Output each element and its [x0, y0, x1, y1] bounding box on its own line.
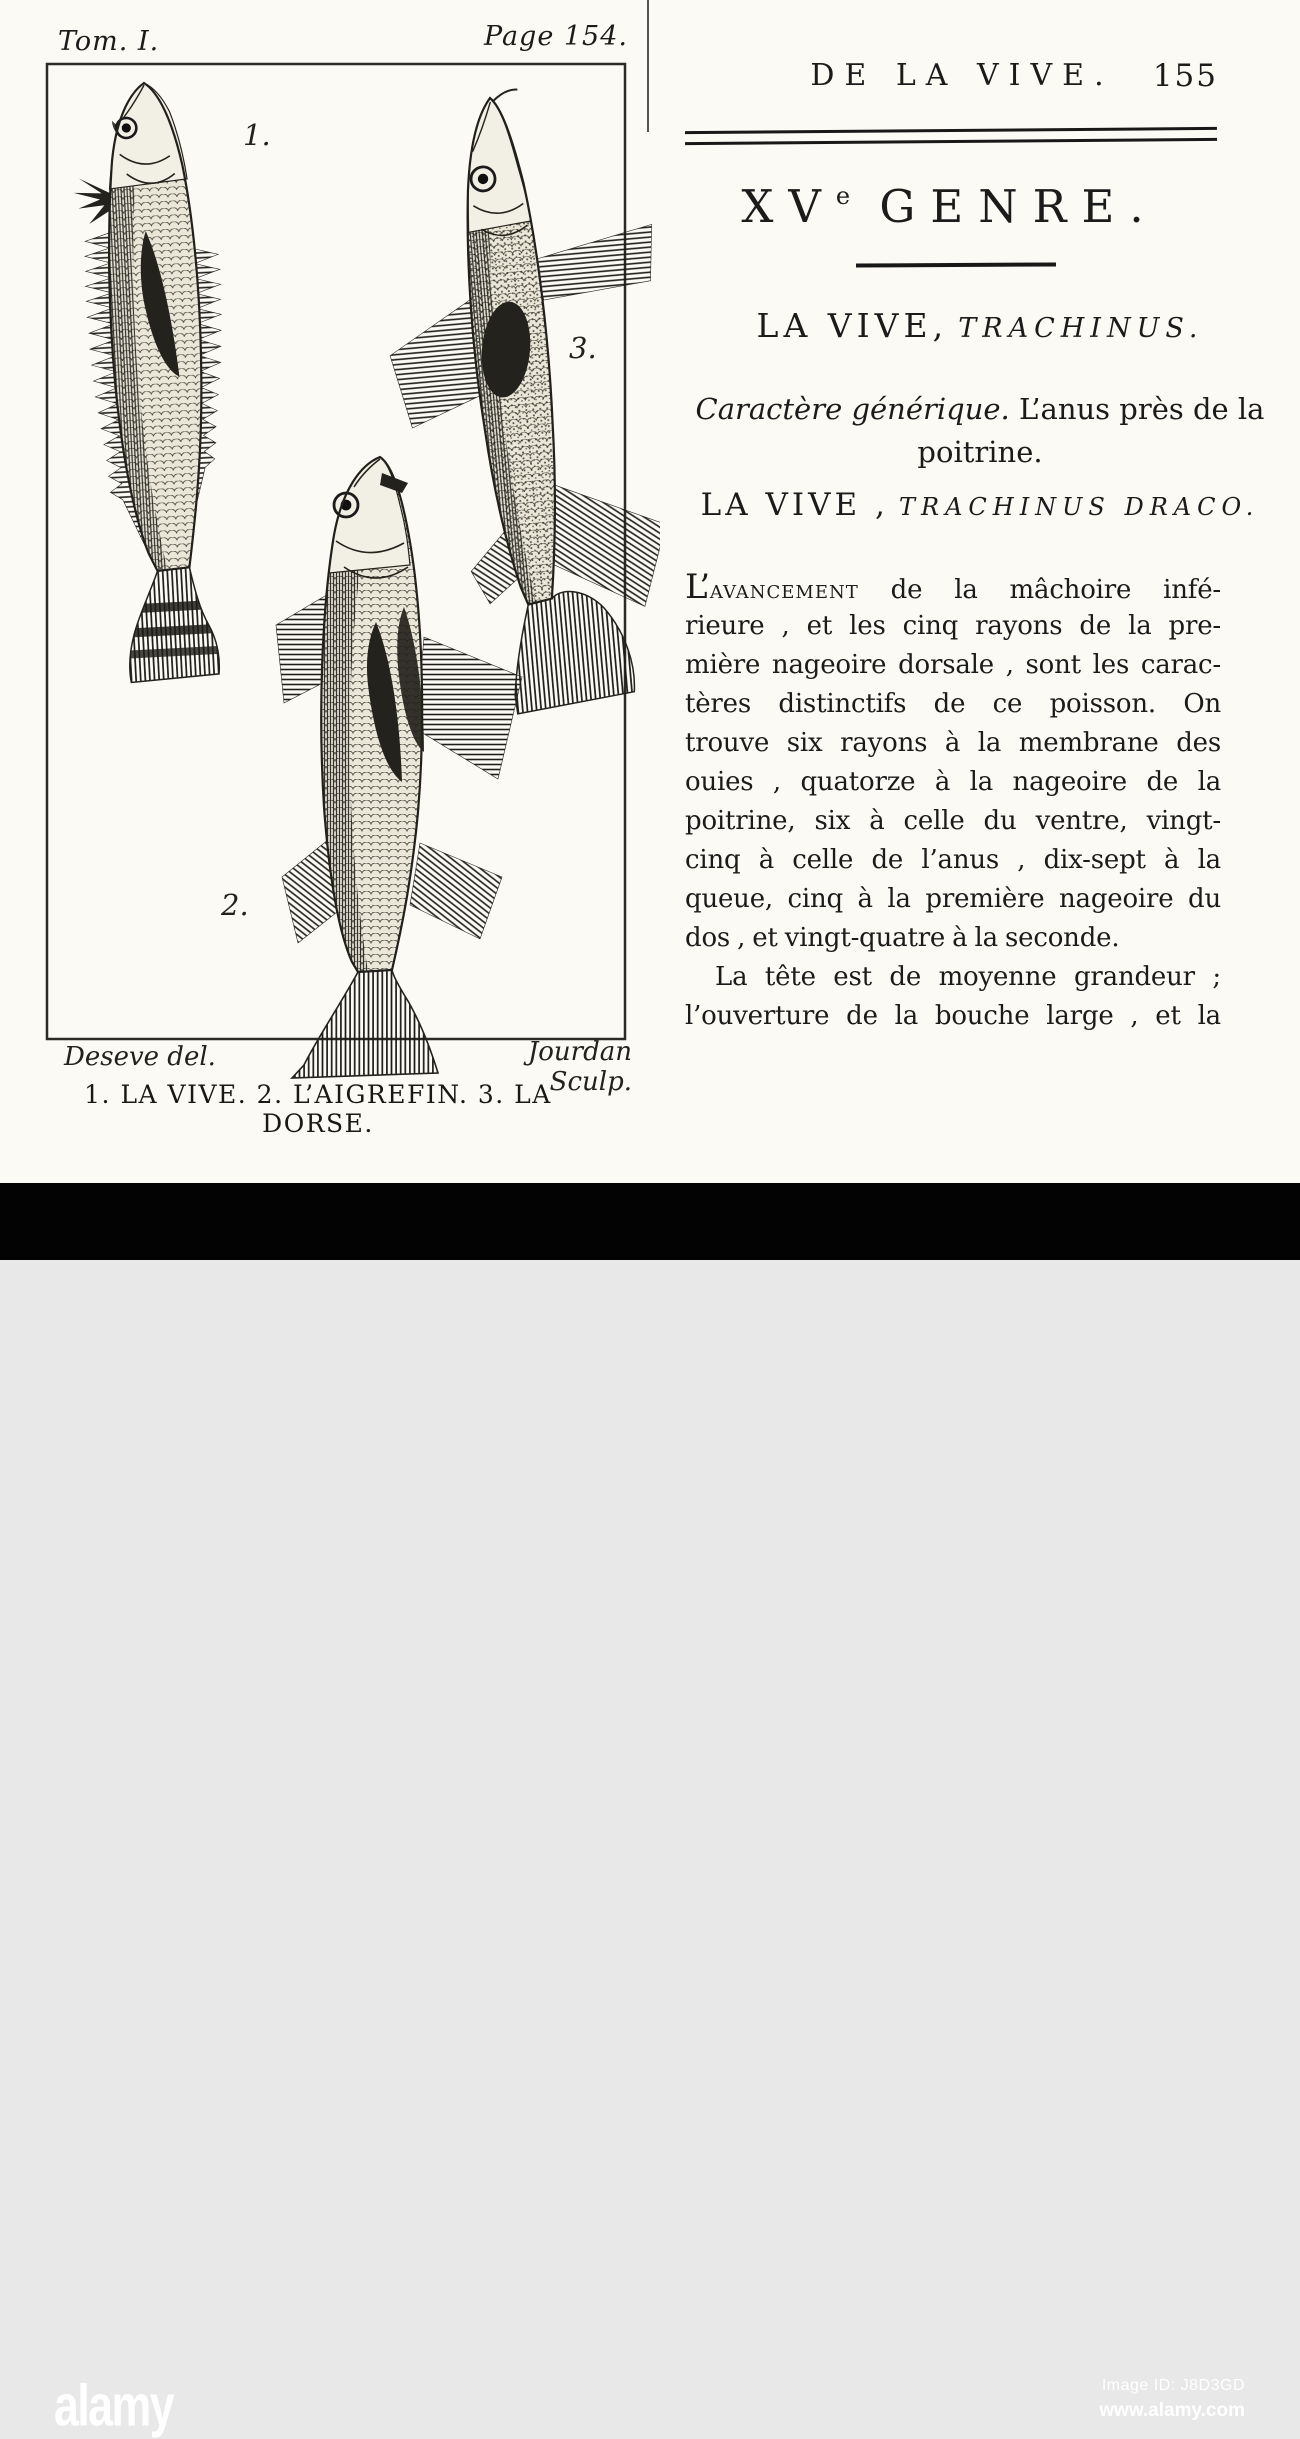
running-head: DE LA VIVE. [810, 58, 1114, 93]
generic-character-label: Caractère générique. [695, 392, 1010, 426]
species-name: LA VIVE, [756, 306, 949, 345]
figure-label-1: 1. [243, 118, 271, 152]
body-line [685, 568, 1221, 607]
short-rule [856, 262, 1056, 267]
species-subtitle-name: LA VIVE , [700, 487, 889, 523]
fish-3-barbel [491, 89, 518, 102]
genre-ordinal-sup: e [835, 182, 851, 210]
figure-label-3: 3. [569, 331, 597, 365]
species-subtitle-latin: TRACHINUS DRACO. [898, 493, 1260, 521]
watermark-bar [0, 1183, 1300, 2439]
engraving-plate [44, 60, 630, 1080]
first-line-rest: de la mâchoire infé- [858, 575, 1221, 605]
double-rule [685, 127, 1217, 145]
species-subtitle [660, 487, 1300, 523]
generic-character-text: L’anus près de la [1019, 392, 1265, 426]
generic-character-line2: poitrine. [917, 435, 1043, 469]
page-number: 155 [1152, 58, 1218, 94]
left-page [0, 0, 660, 1183]
genre-numeral: XV [741, 180, 836, 233]
body-line: queue, cinq à la première nageoire du [685, 884, 1221, 914]
genre-heading [660, 180, 1300, 233]
lead-smallcaps: avancement [709, 575, 859, 605]
image-id: Image ID: J8D3GD [1101, 2377, 1245, 2394]
engraver-credit: Jourdan Sculp. [527, 1037, 632, 1097]
page-reference: Page 154. [483, 21, 628, 52]
species-latin: TRACHINUS. [958, 313, 1204, 344]
body-line: l’ouverture de la bouche large , et la [685, 1001, 1221, 1031]
alamy-url: www.alamy.com [1099, 2400, 1245, 2421]
right-page [660, 0, 1300, 1183]
body-line: mière nageoire dorsale , sont les carac- [685, 650, 1221, 680]
page-gutter-edge [647, 0, 649, 132]
tome-label: Tom. I. [58, 26, 160, 57]
species-title [660, 306, 1300, 345]
lead-capital: L’ [685, 567, 710, 607]
figure-label-2: 2. [221, 888, 249, 922]
body-line: rieure , et les cinq rayons de la pre- [685, 611, 1221, 641]
body-line: tères distinctifs de ce poisson. On [685, 689, 1221, 719]
fish-1-la-vive-illustration [68, 80, 241, 685]
watermark-info [1099, 2377, 1245, 2422]
body-line: trouve six rayons à la membrane des [685, 728, 1221, 758]
body-line: dos , et vingt-quatre à la seconde. [685, 923, 1120, 953]
body-line: poitrine, six à celle du ventre, vingt- [685, 806, 1221, 836]
fish-2-aigrefin-illustration [276, 457, 522, 1078]
plate-caption: 1. LA VIVE. 2. L’AIGREFIN. 3. LA DORSE. [84, 1080, 552, 1138]
genre-word: GENRE. [879, 180, 1159, 233]
body-line: ouies , quatorze à la nageoire de la [685, 767, 1221, 797]
generic-character-line1 [660, 392, 1300, 426]
alamy-logo: alamy [54, 2372, 174, 2439]
body-line: cinq à celle de l’anus , dix-sept à la [685, 845, 1221, 875]
artist-credit: Deseve del. [64, 1042, 216, 1072]
body-line: La tête est de moyenne grandeur ; [715, 962, 1221, 992]
body-text [685, 568, 1221, 1036]
